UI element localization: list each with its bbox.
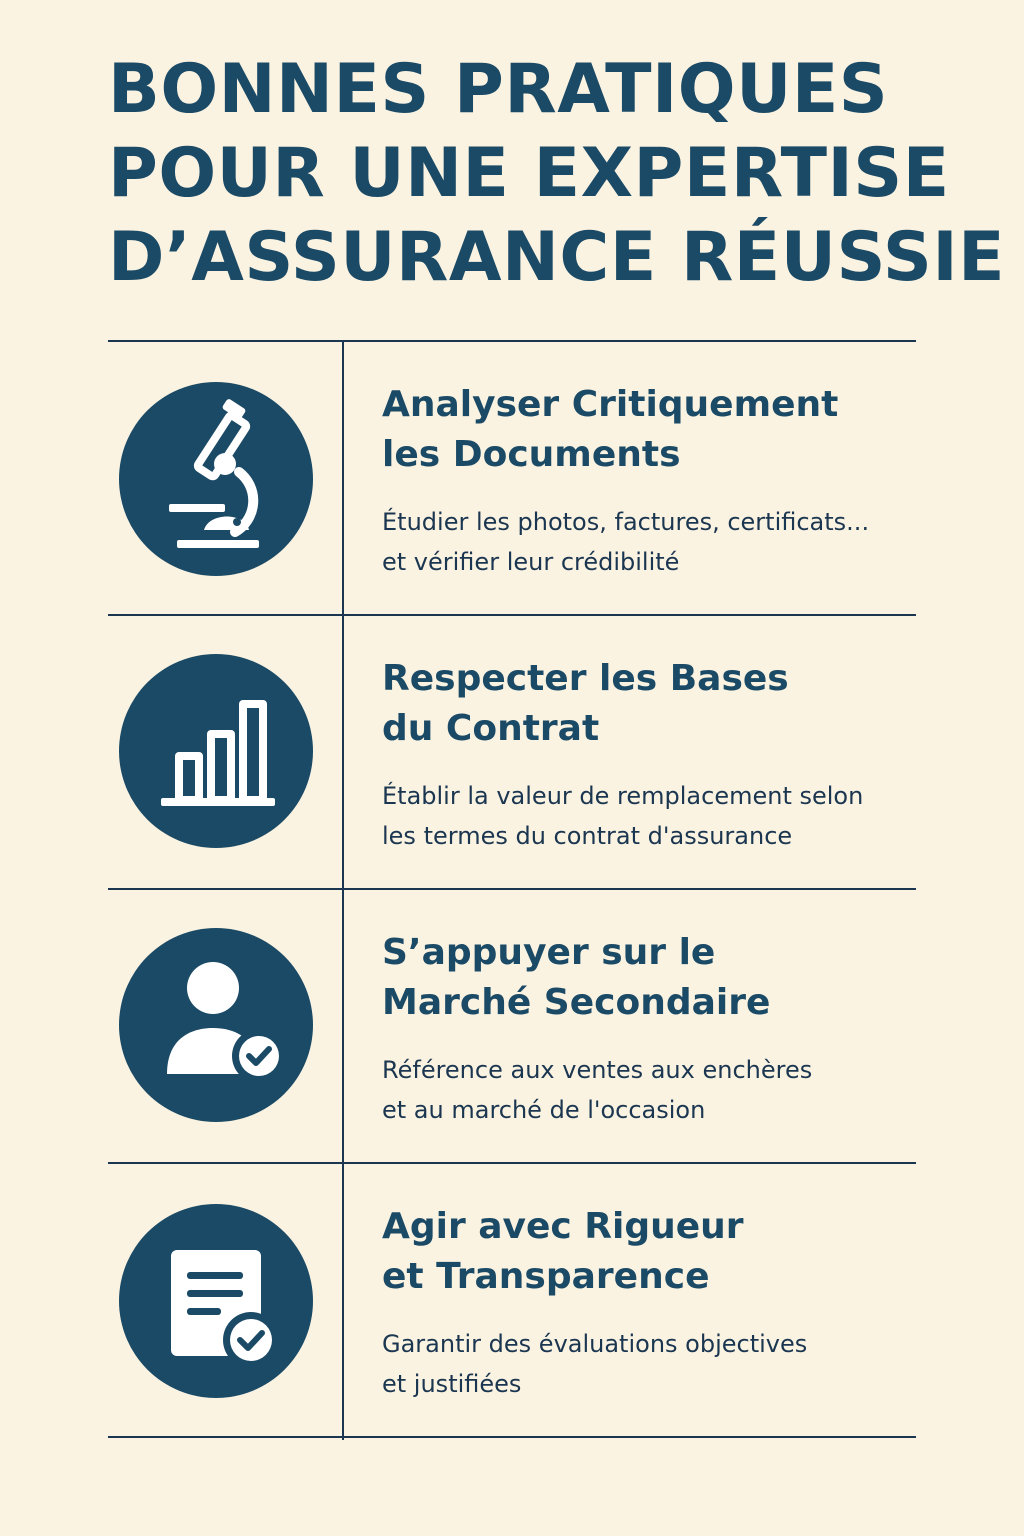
microscope-icon [119,382,313,576]
practice-text [382,380,922,582]
description-line: et au marché de l'occasion [382,1096,706,1124]
practice-row-analyser [108,340,916,614]
heading-line: Respecter les Bases [382,658,789,699]
practice-text [382,654,922,856]
practice-row-rigueur [108,1162,916,1436]
description-line: les termes du contrat d'assurance [382,822,793,850]
title-line: D’ASSURANCE RÉUSSIE [108,218,1006,297]
title-line: BONNES PRATIQUES [108,50,889,129]
practice-text [382,1202,922,1404]
practice-row-marche [108,888,916,1162]
description-line: et justifiées [382,1370,522,1398]
document-check-icon [119,1204,313,1398]
heading-line: Agir avec Rigueur [382,1206,744,1247]
practice-heading [382,654,922,754]
practice-description [382,502,922,582]
practice-heading [382,380,922,480]
practice-row-contrat [108,614,916,888]
heading-line: du Contrat [382,708,600,749]
practice-description [382,1050,922,1130]
title-line: POUR UNE EXPERTISE [108,134,950,213]
page-title [108,48,1006,300]
row-divider [108,1436,916,1438]
heading-line: les Documents [382,434,681,475]
practice-text [382,928,922,1130]
description-line: Établir la valeur de remplacement selon [382,782,864,810]
practice-description [382,776,922,856]
practices-table [108,340,916,1440]
heading-line: et Transparence [382,1256,710,1297]
practice-description [382,1324,922,1404]
bar-chart-icon [119,654,313,848]
description-line: Référence aux ventes aux enchères [382,1056,813,1084]
heading-line: Analyser Critiquement [382,384,839,425]
heading-line: S’appuyer sur le [382,932,716,973]
description-line: et vérifier leur crédibilité [382,548,680,576]
user-check-icon [119,928,313,1122]
practice-heading [382,1202,922,1302]
practice-heading [382,928,922,1028]
description-line: Étudier les photos, factures, certificats... [382,508,870,536]
heading-line: Marché Secondaire [382,982,771,1023]
description-line: Garantir des évaluations objectives [382,1330,808,1358]
